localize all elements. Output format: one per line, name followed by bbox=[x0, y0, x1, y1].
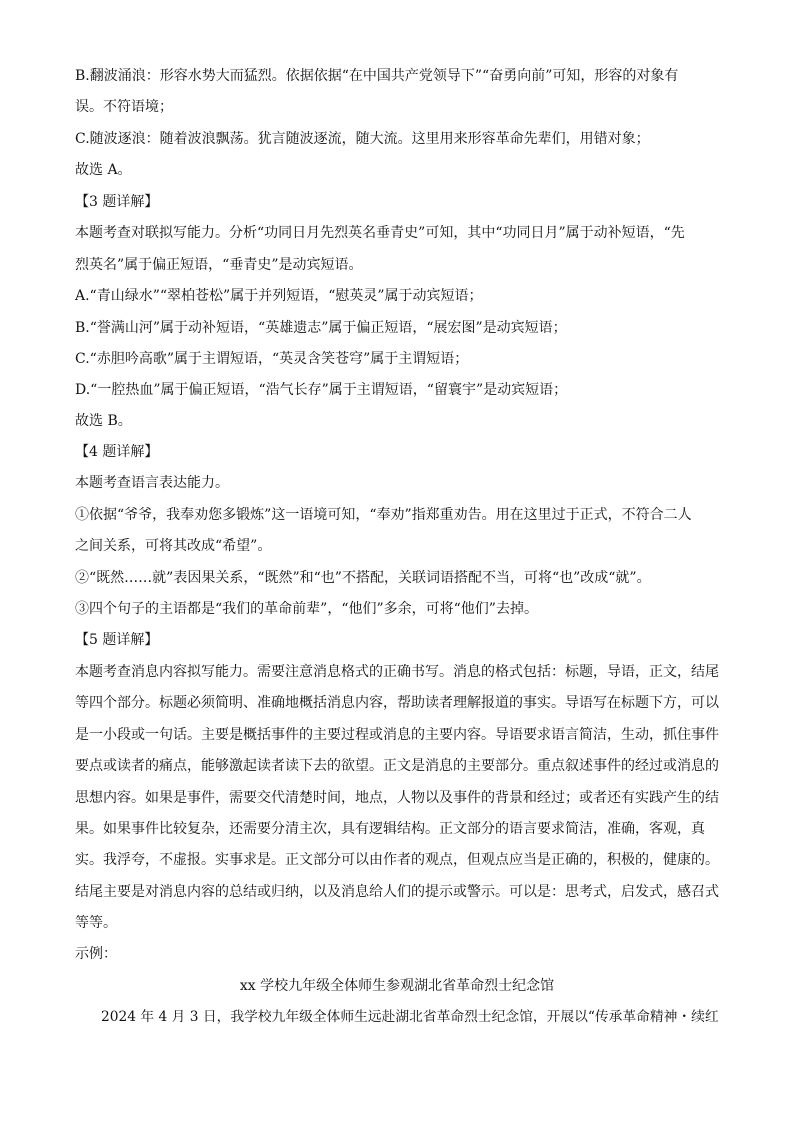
text-line: 示例： bbox=[75, 946, 117, 962]
text-line: 之间关系，可将其改成“希望”。 bbox=[75, 538, 272, 554]
text-line: ①依据“爷爷，我奉劝您多锻炼”这一语境可知，“奉劝”指郑重劝告。用在这里过于正式，不符合二人 bbox=[75, 507, 692, 523]
text-line: 结尾主要是对消息内容的总结或归纳，以及消息给人们的提示或警示。可以是：思考式，启发式，感召式 bbox=[75, 884, 719, 900]
text-line: D.“一腔热血”属于偏正短语，“浩气长存”属于主谓短语，“留寰宇”是动宾短语； bbox=[75, 382, 568, 398]
text-line: 实。我浮夸，不虚报。实事求是。正文部分可以由作者的观点，但观点应当是正确的，积极的，健康的。 bbox=[75, 852, 719, 868]
section-heading: 【3 题详解】 bbox=[75, 194, 159, 210]
text-line: 故选 A。 bbox=[75, 162, 132, 178]
text-line: 果。如果事件比较复杂，还需要分清主次，具有逻辑结构。正文部分的语言要求简洁，准确，客观，真 bbox=[75, 821, 705, 837]
text-line: C.随波逐浪：随着波浪飘荡。犹言随波逐流，随大流。这里用来形容革命先辈们，用错对象； bbox=[75, 131, 650, 147]
text-line: 本题考查对联拟写能力。分析“功同日月先烈英名垂青史”可知，其中“功同日月”属于动补短语，“先 bbox=[75, 225, 685, 241]
text-line: 烈英名”属于偏正短语，“垂青史”是动宾短语。 bbox=[75, 257, 363, 273]
text-line: 本题考查消息内容拟写能力。需要注意消息格式的正确书写。消息的格式包括：标题，导语，正文，结尾 bbox=[75, 664, 719, 680]
text-line: 故选 B。 bbox=[75, 413, 132, 429]
example-title: xx 学校九年级全体师生参观湖北省革命烈士纪念馆 bbox=[239, 978, 555, 994]
text-line: B.“誉满山河”属于动补短语，“英雄遗志”属于偏正短语，“展宏图”是动宾短语； bbox=[75, 320, 567, 336]
example-first-line: 2024 年 4 月 3 日，我学校九年级全体师生远赴湖北省革命烈士纪念馆，开展以“传承革命精神・续红 bbox=[101, 1009, 719, 1025]
section-heading: 【5 题详解】 bbox=[75, 632, 159, 648]
text-line: 要点或读者的痛点，能够激起读者读下去的欲望。正文是消息的主要部分。重点叙述事件的经过或消息的 bbox=[75, 758, 719, 774]
text-line: 等四个部分。标题必须简明、准确地概括消息内容，帮助读者理解报道的事实。导语写在标题下方，可以 bbox=[75, 695, 719, 711]
text-line: ②“既然……就”表因果关系，“既然”和“也”不搭配，关联词语搭配不当，可将“也”改成“就”。 bbox=[75, 570, 651, 586]
text-line: 误。不符语境； bbox=[75, 99, 173, 115]
section-heading: 【4 题详解】 bbox=[75, 444, 159, 460]
text-line: 等等。 bbox=[75, 915, 117, 931]
text-line: C.“赤胆吟高歌”属于主谓短语，“英灵含笑苍穹”属于主谓短语； bbox=[75, 351, 469, 367]
text-line: 思想内容。如果是事件，需要交代清楚时间，地点，人物以及事件的背景和经过；或者还有实践产生的结 bbox=[75, 790, 719, 806]
text-line: A.“青山绿水”“翠柏苍松”属于并列短语，“慰英灵”属于动宾短语； bbox=[75, 288, 483, 304]
text-line: B.翻波涌浪：形容水势大而猛烈。依据依据“在中国共产党领导下”“奋勇向前”可知，形容的对象有 bbox=[75, 68, 679, 84]
text-line: 本题考查语言表达能力。 bbox=[75, 475, 229, 491]
text-line: ③四个句子的主语都是“我们的革命前辈”，“他们”多余，可将“他们”去掉。 bbox=[75, 601, 538, 617]
text-line: 是一小段或一句话。主要是概括事件的主要过程或消息的主要内容。导语要求语言简洁，生动，抓住事件 bbox=[75, 727, 719, 743]
